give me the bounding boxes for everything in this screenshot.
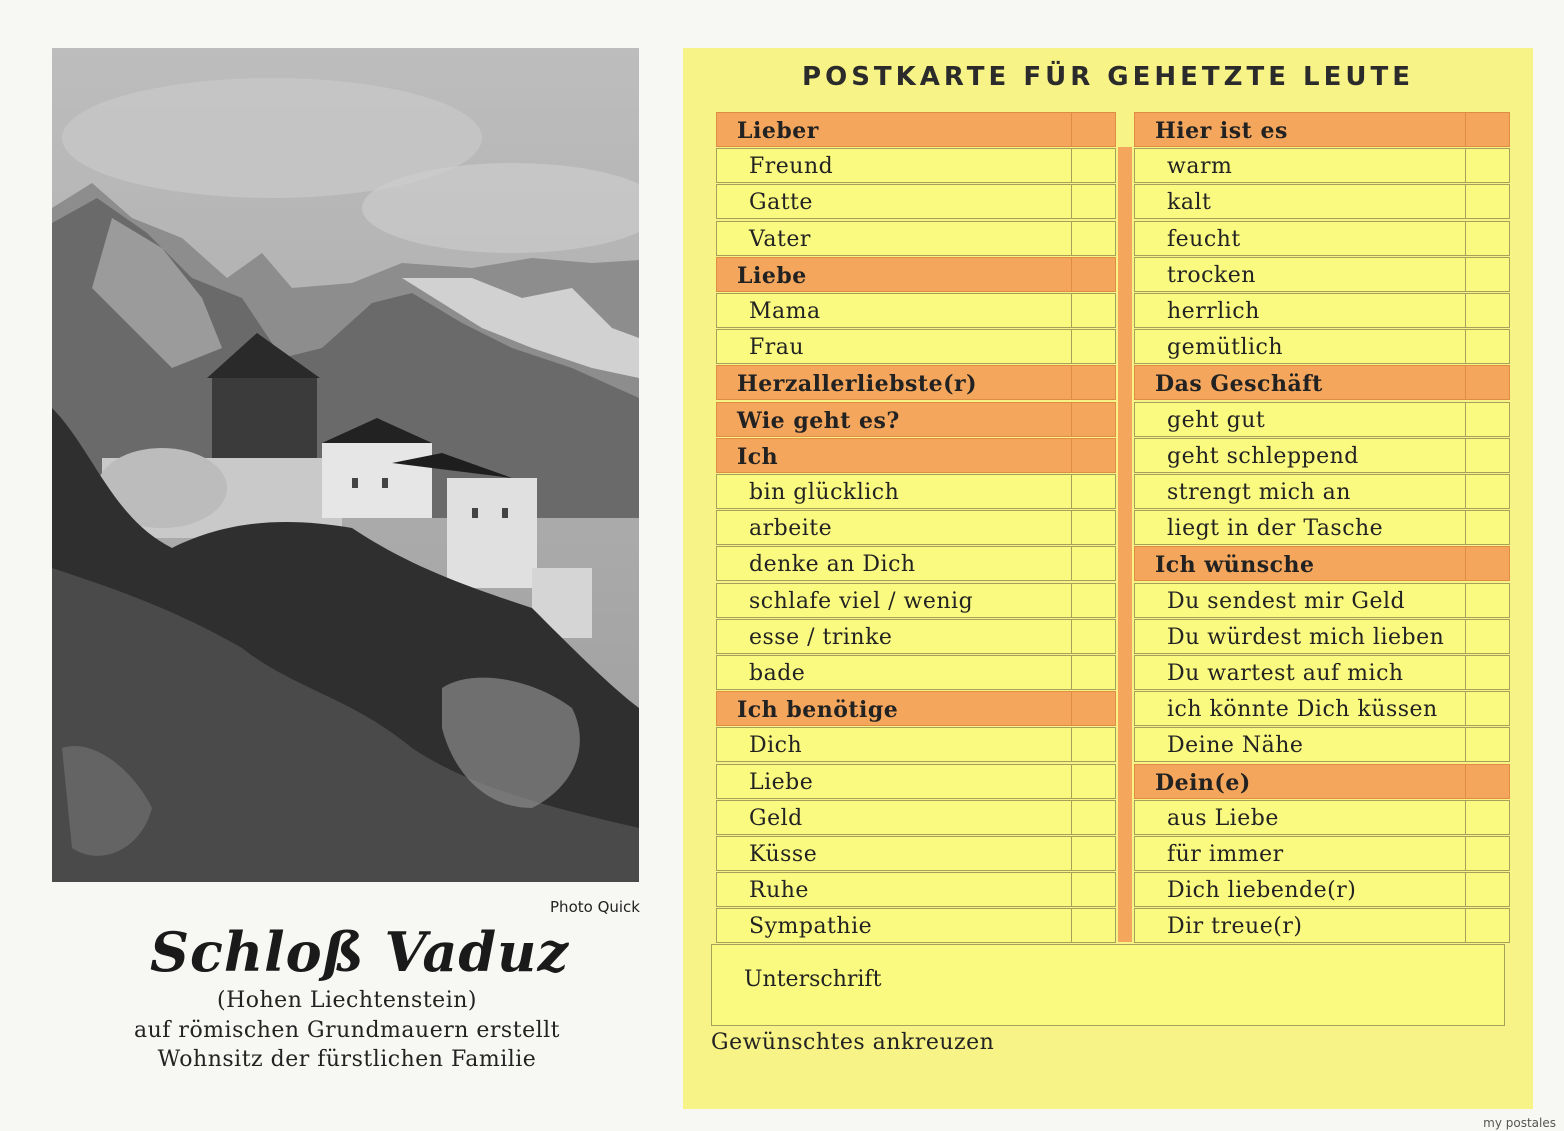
left-option-row[interactable] xyxy=(716,872,1116,907)
right-option-row[interactable] xyxy=(1134,148,1510,183)
option-label: kalt xyxy=(1167,190,1212,216)
option-label: Deine Nähe xyxy=(1167,733,1304,759)
section-label: Ich wünsche xyxy=(1155,552,1315,579)
right-option-row[interactable] xyxy=(1134,293,1510,328)
option-label: Geld xyxy=(749,805,803,831)
checkbox-cell[interactable] xyxy=(1465,402,1509,437)
header-cell xyxy=(1071,112,1115,147)
right-option-row[interactable] xyxy=(1134,800,1510,835)
checkbox-cell[interactable] xyxy=(1071,872,1115,907)
checkbox-cell[interactable] xyxy=(1465,510,1509,545)
header-cell xyxy=(1071,365,1115,400)
checkbox-cell[interactable] xyxy=(1465,872,1509,907)
option-label: strengt mich an xyxy=(1167,480,1351,505)
left-option-row[interactable] xyxy=(716,764,1116,799)
right-section-header xyxy=(1134,546,1510,581)
option-label: Du wartest auf mich xyxy=(1167,661,1404,686)
left-option-row[interactable] xyxy=(716,329,1116,364)
option-label: herrlich xyxy=(1167,299,1260,324)
checkbox-cell[interactable] xyxy=(1071,908,1115,943)
header-cell xyxy=(1071,691,1115,726)
right-option-row[interactable] xyxy=(1134,655,1510,690)
right-section-header xyxy=(1134,365,1510,400)
checkbox-cell[interactable] xyxy=(1465,583,1509,618)
option-label: für immer xyxy=(1167,842,1284,867)
checkbox-cell[interactable] xyxy=(1071,836,1115,871)
watermark: my postales xyxy=(1483,1116,1556,1130)
section-label: Wie geht es? xyxy=(737,407,900,434)
header-cell xyxy=(1465,546,1509,581)
right-option-row[interactable] xyxy=(1134,908,1510,943)
header-cell xyxy=(1071,438,1115,473)
checkbox-cell[interactable] xyxy=(1465,691,1509,726)
section-label: Herzallerliebste(r) xyxy=(737,371,977,398)
right-option-row[interactable] xyxy=(1134,691,1510,726)
option-label: aus Liebe xyxy=(1167,805,1279,831)
header-cell xyxy=(1071,402,1115,437)
checkbox-cell[interactable] xyxy=(1071,329,1115,364)
option-label: gemütlich xyxy=(1167,335,1284,361)
option-label: Dir treue(r) xyxy=(1167,914,1303,940)
checkbox-cell[interactable] xyxy=(1071,583,1115,618)
section-label: Lieber xyxy=(737,118,819,144)
checkbox-cell[interactable] xyxy=(1465,800,1509,835)
checkbox-cell[interactable] xyxy=(1071,221,1115,256)
option-label: trocken xyxy=(1167,262,1256,288)
option-label: esse / trinke xyxy=(749,624,893,650)
instruction-text: Gewünschtes ankreuzen xyxy=(711,1030,995,1055)
checkbox-cell[interactable] xyxy=(1071,148,1115,183)
right-option-row[interactable] xyxy=(1134,257,1510,292)
option-label: denke an Dich xyxy=(749,552,916,578)
checkbox-cell[interactable] xyxy=(1071,764,1115,799)
left-option-row[interactable] xyxy=(716,836,1116,871)
right-option-row[interactable] xyxy=(1134,619,1510,654)
checkbox-cell[interactable] xyxy=(1071,474,1115,509)
left-option-row[interactable] xyxy=(716,221,1116,256)
signature-label: Unterschrift xyxy=(744,967,882,992)
option-label: bade xyxy=(749,661,806,686)
checkbox-cell[interactable] xyxy=(1465,727,1509,762)
checkbox-cell[interactable] xyxy=(1071,510,1115,545)
left-option-row[interactable] xyxy=(716,148,1116,183)
checkbox-cell[interactable] xyxy=(1465,257,1509,292)
section-label: Ich benötige xyxy=(737,697,899,724)
left-option-row[interactable] xyxy=(716,510,1116,545)
checkbox-cell[interactable] xyxy=(1465,908,1509,943)
left-section-header xyxy=(716,257,1116,292)
checkbox-cell[interactable] xyxy=(1465,148,1509,183)
left-option-row[interactable] xyxy=(716,800,1116,835)
right-option-row[interactable] xyxy=(1134,184,1510,219)
castle-photo xyxy=(52,48,639,882)
caption-line-3: Wohnsitz der fürstlichen Familie xyxy=(157,1047,537,1072)
left-option-row[interactable] xyxy=(716,908,1116,943)
checkbox-cell[interactable] xyxy=(1465,221,1509,256)
header-cell xyxy=(1465,764,1509,799)
header-cell xyxy=(1071,257,1115,292)
caption-line-1: (Hohen Liechtenstein) xyxy=(217,988,477,1013)
signature-field[interactable] xyxy=(711,944,1505,1026)
form-heading: POSTKARTE FÜR GEHETZTE LEUTE xyxy=(802,62,1414,92)
option-label: Frau xyxy=(749,335,805,361)
checkbox-cell[interactable] xyxy=(1465,184,1509,219)
section-label: Ich xyxy=(737,443,779,470)
option-label: warm xyxy=(1167,154,1233,180)
checkbox-cell[interactable] xyxy=(1071,800,1115,835)
left-section-header xyxy=(716,402,1116,437)
option-label: schlafe viel / wenig xyxy=(749,588,974,614)
left-option-row[interactable] xyxy=(716,293,1116,328)
right-option-row[interactable] xyxy=(1134,872,1510,907)
right-option-row[interactable] xyxy=(1134,510,1510,545)
photo-credit: Photo Quick xyxy=(550,898,640,916)
checkbox-cell[interactable] xyxy=(1465,438,1509,473)
checkbox-cell[interactable] xyxy=(1465,293,1509,328)
option-label: Ruhe xyxy=(749,878,809,904)
option-label: Freund xyxy=(749,154,834,180)
right-option-row[interactable] xyxy=(1134,836,1510,871)
left-option-row[interactable] xyxy=(716,546,1116,581)
left-option-row[interactable] xyxy=(716,619,1116,654)
option-label: Gatte xyxy=(749,190,813,216)
option-label: feucht xyxy=(1167,226,1241,252)
option-label: Du würdest mich lieben xyxy=(1167,624,1445,650)
left-option-row[interactable] xyxy=(716,655,1116,690)
section-label: Hier ist es xyxy=(1155,118,1288,144)
right-option-row[interactable] xyxy=(1134,474,1510,509)
left-option-row[interactable] xyxy=(716,583,1116,618)
checkbox-cell[interactable] xyxy=(1465,619,1509,654)
left-section-header xyxy=(716,438,1116,473)
right-option-row[interactable] xyxy=(1134,221,1510,256)
right-option-row[interactable] xyxy=(1134,583,1510,618)
right-option-row[interactable] xyxy=(1134,329,1510,364)
right-option-row[interactable] xyxy=(1134,727,1510,762)
checkbox-cell[interactable] xyxy=(1071,293,1115,328)
right-option-row[interactable] xyxy=(1134,402,1510,437)
option-label: arbeite xyxy=(749,516,833,542)
checkbox-cell[interactable] xyxy=(1465,329,1509,364)
section-label: Das Geschäft xyxy=(1155,371,1323,398)
option-label: liegt in der Tasche xyxy=(1167,516,1384,542)
caption-line-2: auf römischen Grundmauern erstellt xyxy=(134,1018,560,1043)
checkbox-cell[interactable] xyxy=(1071,655,1115,690)
left-option-row[interactable] xyxy=(716,474,1116,509)
section-label: Dein(e) xyxy=(1155,769,1251,796)
option-label: Sympathie xyxy=(749,914,873,940)
option-label: bin glücklich xyxy=(749,480,900,505)
left-option-row[interactable] xyxy=(716,727,1116,762)
left-section-header xyxy=(716,691,1116,726)
option-label: Mama xyxy=(749,299,821,324)
left-section-header xyxy=(716,112,1116,147)
checkbox-cell[interactable] xyxy=(1465,836,1509,871)
checkbox-cell[interactable] xyxy=(1465,655,1509,690)
column-divider xyxy=(1118,147,1132,942)
checkbox-cell[interactable] xyxy=(1071,619,1115,654)
option-label: Liebe xyxy=(749,769,814,795)
caption-title: Schloß Vaduz xyxy=(150,920,570,984)
option-label: Du sendest mir Geld xyxy=(1167,588,1406,614)
option-label: Küsse xyxy=(749,842,818,867)
option-label: geht schleppend xyxy=(1167,443,1359,469)
option-label: Vater xyxy=(749,226,811,252)
option-label: Dich xyxy=(749,733,803,759)
section-label: Liebe xyxy=(737,262,807,289)
left-option-row[interactable] xyxy=(716,184,1116,219)
option-label: Dich liebende(r) xyxy=(1167,878,1357,904)
checkbox-cell[interactable] xyxy=(1071,546,1115,581)
left-section-header xyxy=(716,365,1116,400)
header-cell xyxy=(1465,365,1509,400)
header-cell xyxy=(1465,112,1509,147)
checkbox-cell[interactable] xyxy=(1465,474,1509,509)
option-label: geht gut xyxy=(1167,407,1266,433)
checkbox-cell[interactable] xyxy=(1071,727,1115,762)
right-section-header xyxy=(1134,112,1510,147)
checkbox-cell[interactable] xyxy=(1071,184,1115,219)
right-section-header xyxy=(1134,764,1510,799)
right-option-row[interactable] xyxy=(1134,438,1510,473)
option-label: ich könnte Dich küssen xyxy=(1167,697,1438,723)
